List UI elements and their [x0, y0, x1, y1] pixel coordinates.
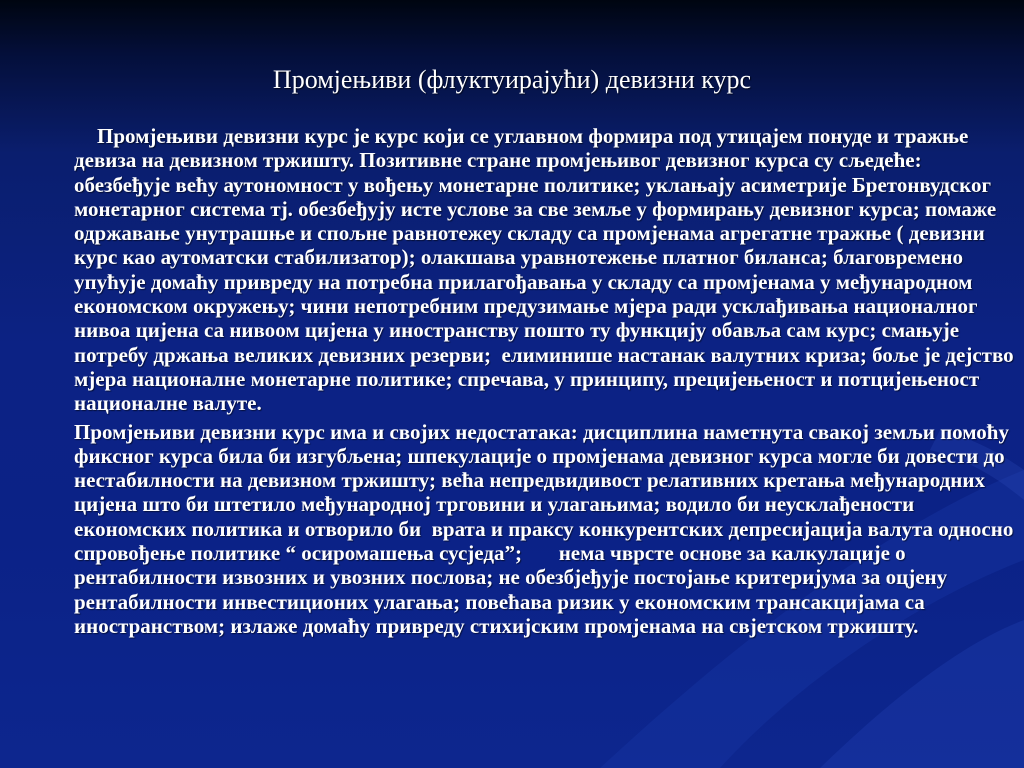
paragraph-advantages: Промјењиви девизни курс је курс који се углавном формира под утицајем понуде и тражње девиза на девизном тржишту. Позитивне стране промјењивог девизног курса су сљедеће: обезбеђује већу аутономност у вођењу монетарне политике; уклањају асиметрије Бретонвудског монетарног система тј. обезбеђују исте услове за све земље у формирању девизног курса; помаже одржавање унутрашње и спољне равнотежеу складу са промјенама агрегатне тражње ( девизни курс као аутоматски стабилизатор); олакшава уравнотежење платног биланса; благовремено упућује домаћу привреду на потребна прилагођавања у складу са промјенама у међународном економском окружењу; чини непотребним предузимање мјера ради усклађивања националног нивоа цијена са нивоом цијена у иностранству пошто ту функцију обавља сам курс; смањује потребу држања великих девизних резерви; елиминише настанак валутних криза; боље је дејство мјера националне монетарне политике; спречава, у принципу, прецијењеност и потцијењеност националне валуте. [74, 124, 1019, 416]
slide-body [74, 124, 1019, 642]
paragraph-disadvantages: Промјењиви девизни курс има и својих недостатака: дисциплина наметнута свакој земљи помоћу фиксног курса била би изгубљена; шпекулације о промјенама девизног курса могле би довести до нестабилности на девизном тржишту; већа непредвидивост релативних кретања међународних цијена што би штетило међународној трговини и улагањима; водило би неусклађености економских политика и отворило би врата и праксу конкурентских депресијација валута односно спровођење политике “ осиромашења сусједа”; нема чврсте основе за калкулације о рентабилности извозних и увозних послова; не обезбјеђује постојање критеријума за оцјену рентабилности инвестиционих улагања; повећава ризик у економским трансакцијама са иностранством; излаже домаћу привреду стихијским промјенама на свјетском тржишту. [74, 419, 1019, 638]
slide-title: Промјењиви (флуктуирајући) девизни курс [272, 65, 752, 94]
